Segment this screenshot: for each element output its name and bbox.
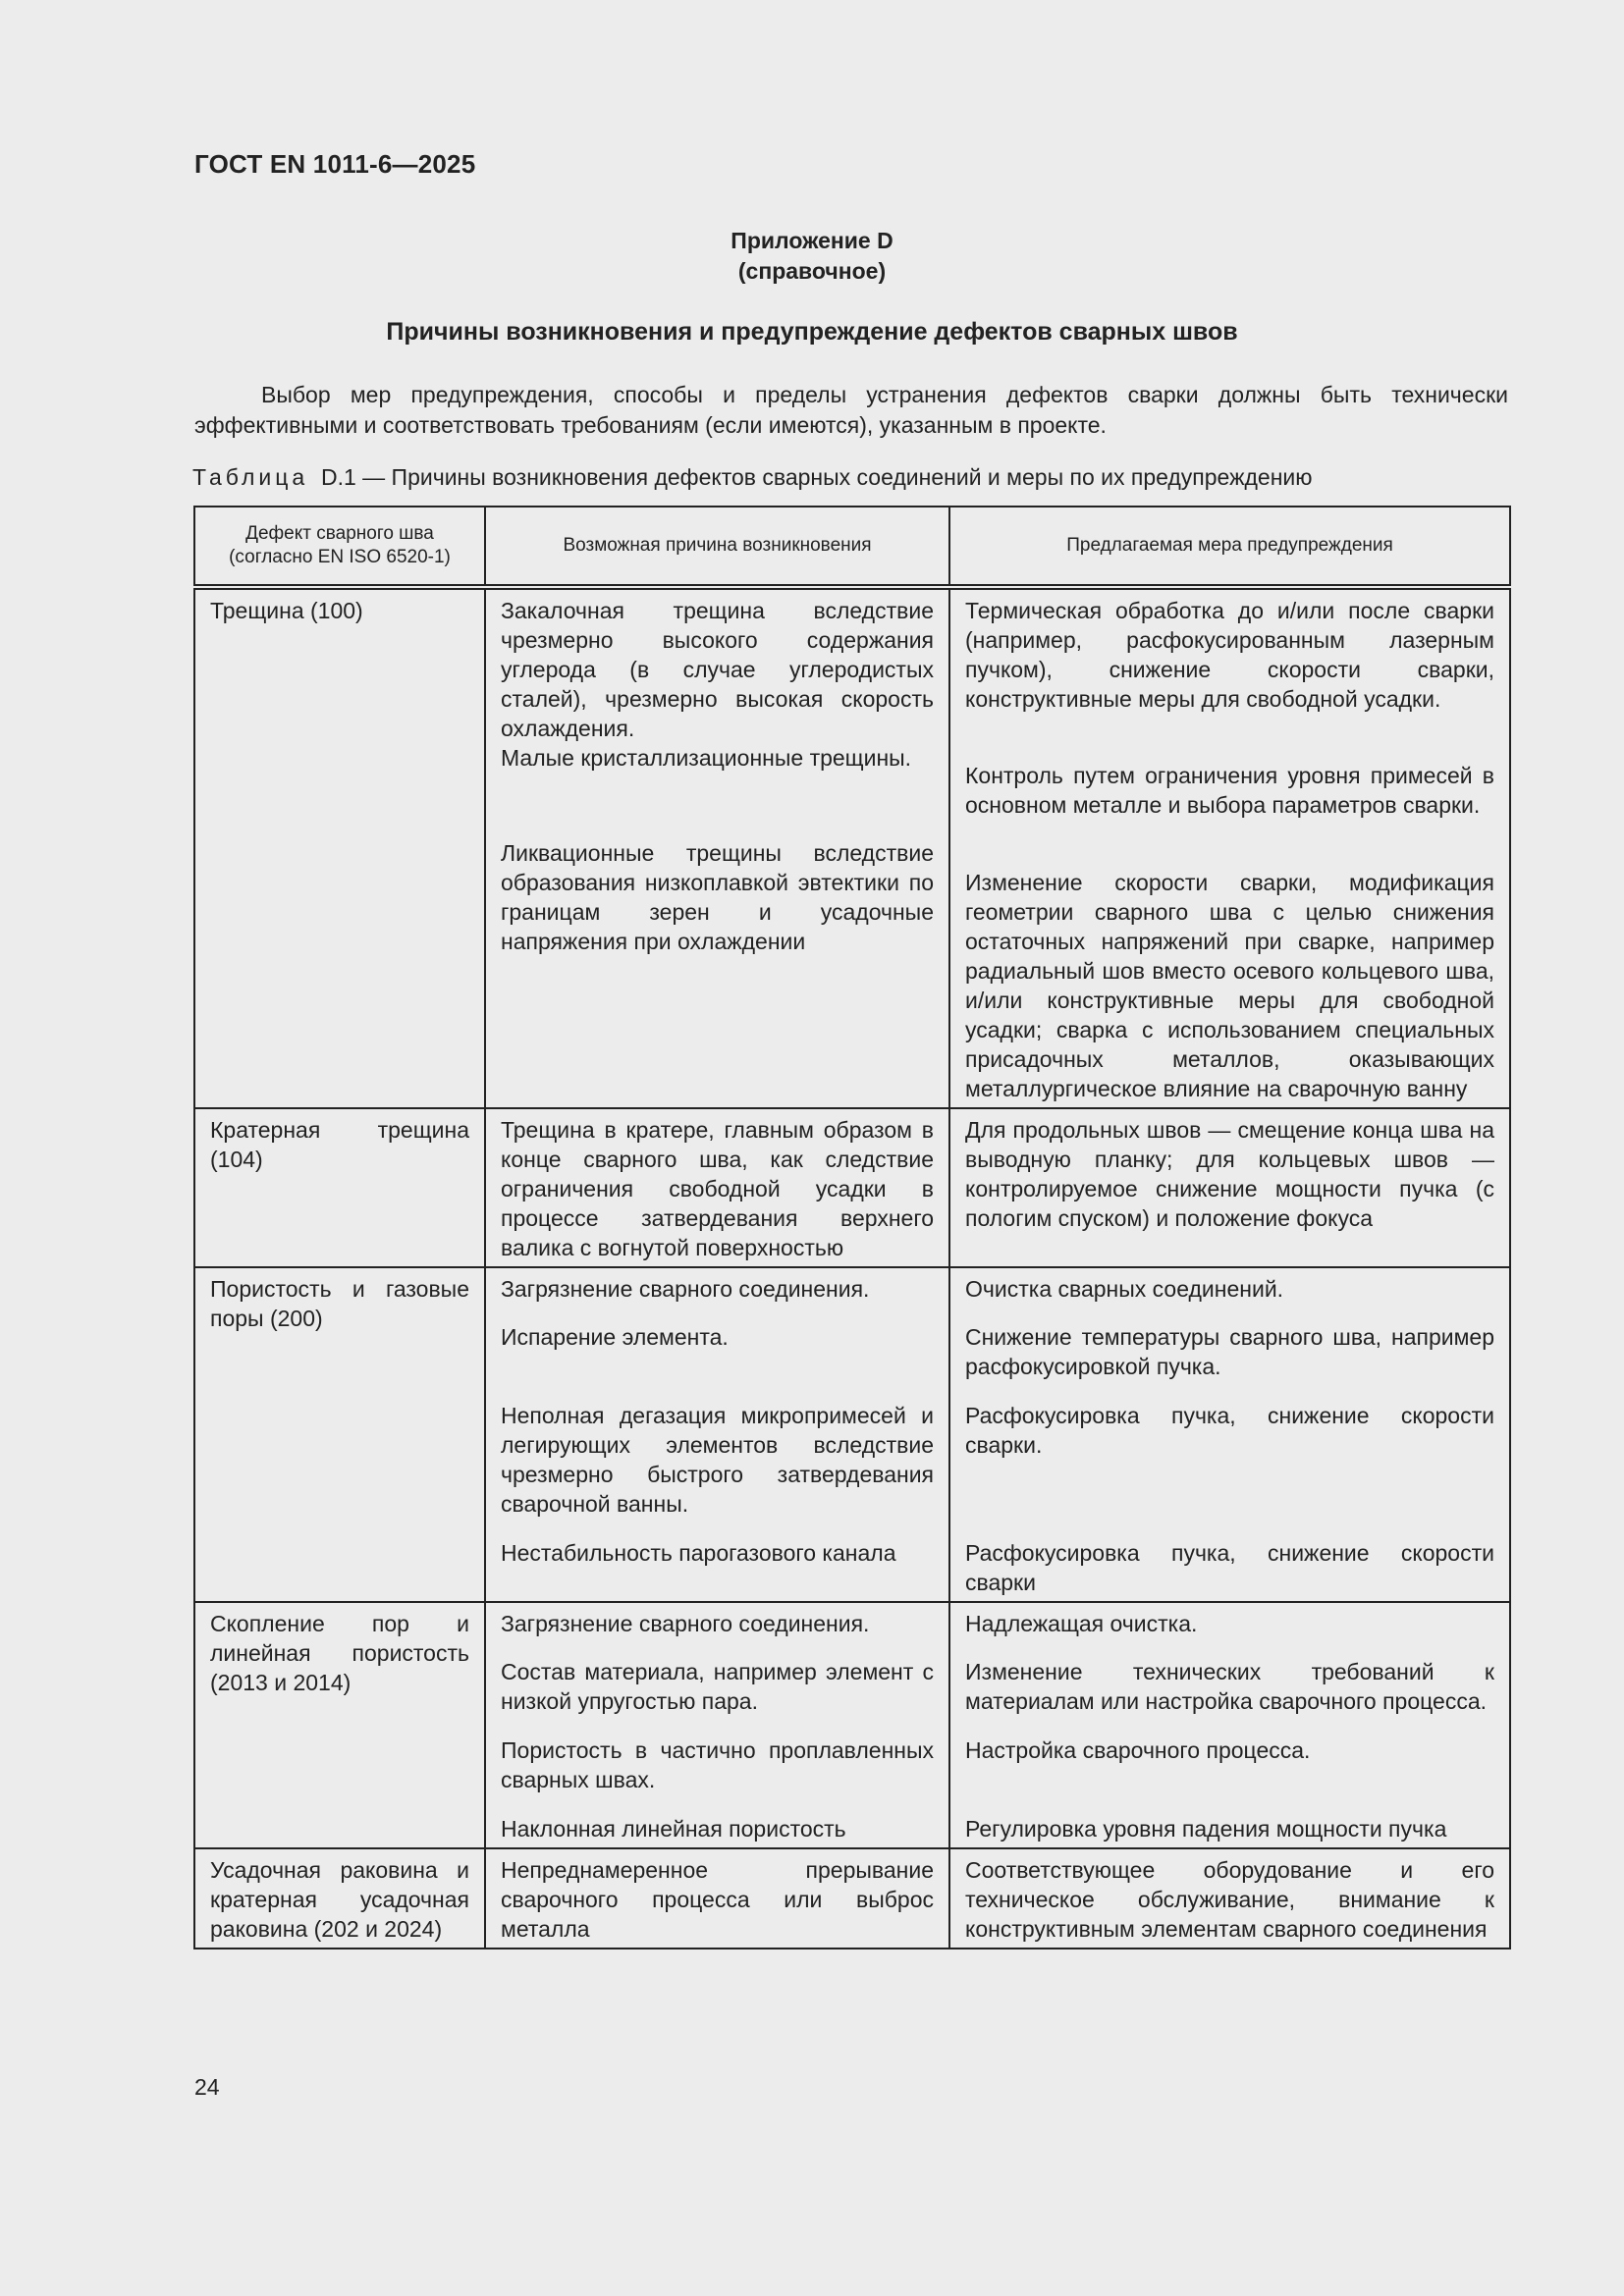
defect-cell [194, 1848, 485, 1949]
measure-cell [949, 587, 1510, 1108]
defect-cell [194, 1108, 485, 1267]
defect-cell [194, 1602, 485, 1848]
column-header-cause: Возможная причина возникновения [485, 507, 949, 587]
cause-item: Состав материала, например элемент с низкой упругостью пара. [501, 1659, 934, 1714]
page-number: 24 [194, 2074, 220, 2100]
measure-item: Очистка сварных соединений. [965, 1276, 1284, 1302]
table-caption [192, 464, 1313, 491]
annex-title: Приложение D [731, 228, 893, 253]
table-header-row [194, 507, 1510, 587]
defects-table [193, 506, 1511, 1949]
defect-cell [194, 1267, 485, 1602]
annex-subtitle: (справочное) [737, 258, 887, 284]
table-caption-text: D.1 — Причины возникновения дефектов сварных соединений и меры по их предупреждению [320, 464, 1313, 490]
table-row [194, 1602, 1510, 1848]
measure-item: Настройка сварочного процесса. [965, 1737, 1311, 1763]
cause-cell [485, 587, 949, 1108]
measure-item: Соответствующее оборудование и его техническое обслуживание, внимание к конструктивным элементам сварного соединения [965, 1857, 1494, 1942]
measure-item: Изменение технических требований к материалам или настройка сварочного процесса. [965, 1659, 1494, 1714]
measure-cell [949, 1848, 1510, 1949]
cause-item: Закалочная трещина вследствие чрезмерно высокого содержания углерода (в случае углеродистых сталей), чрезмерно высокая скорость охлаждения. [501, 598, 934, 741]
measure-item: Контроль путем ограничения уровня примесей в основном металле и выбора параметров сварки. [965, 763, 1494, 818]
cause-cell [485, 1848, 949, 1949]
table-caption-label: Таблица [192, 464, 309, 490]
measure-item: Термическая обработка до и/или после сварки (например, расфокусированным лазерным пучком), снижение скорости сварки, конструктивные меры для свободной усадки. [965, 598, 1494, 712]
measure-cell [949, 1602, 1510, 1848]
cause-item: Трещина в кратере, главным образом в конце сварного шва, как следствие ограничения свободной усадки в процессе затвердевания верхнего валика с вогнутой поверхностью [501, 1117, 934, 1260]
table-row [194, 1267, 1510, 1602]
measure-item: Регулировка уровня падения мощности пучка [965, 1816, 1447, 1842]
cause-cell [485, 1267, 949, 1602]
cause-cell [485, 1602, 949, 1848]
column-header-defect: Дефект сварного шва (согласно EN ISO 6520-1) [194, 507, 485, 587]
cause-item: Нестабильность парогазового канала [501, 1540, 896, 1566]
cause-item: Ликвационные трещины вследствие образования низкоплавкой эвтектики по границам зерен и усадочные напряжения при охлаждении [501, 840, 934, 954]
cause-cell [485, 1108, 949, 1267]
cause-item: Малые кристаллизационные трещины. [501, 745, 912, 771]
defect-name: Трещина (100) [210, 598, 363, 623]
measure-cell [949, 1267, 1510, 1602]
defect-name: Кратерная трещина (104) [210, 1117, 469, 1172]
measure-item: Изменение скорости сварки, модификация геометрии сварного шва с целью снижения остаточных напряжений при сварке, например радиальный шов вместо осевого кольцевого шва, и/или конструктивные меры для свободной усадки; сварка с использованием специальных присадочных металлов, оказывающих металлургическое влияние на сварочную ванну [965, 870, 1494, 1101]
measure-item: Снижение температуры сварного шва, например расфокусировкой пучка. [965, 1324, 1494, 1379]
document-title: Причины возникновения и предупреждение дефектов сварных швов [386, 318, 1238, 346]
measure-cell [949, 1108, 1510, 1267]
defect-name: Усадочная раковина и кратерная усадочная раковина (202 и 2024) [210, 1857, 469, 1942]
measure-item: Расфокусировка пучка, снижение скорости сварки. [965, 1403, 1494, 1458]
cause-item: Загрязнение сварного соединения. [501, 1611, 870, 1636]
cause-item: Пористость в частично проплавленных сварных швах. [501, 1737, 934, 1792]
defect-cell [194, 587, 485, 1108]
table-row [194, 587, 1510, 1108]
table-row [194, 1108, 1510, 1267]
measure-item: Надлежащая очистка. [965, 1611, 1198, 1636]
defect-name: Пористость и газовые поры (200) [210, 1276, 469, 1331]
annex-heading [0, 226, 1624, 287]
cause-item: Неполная дегазация микропримесей и легирующих элементов вследствие чрезмерно быстрого затвердевания сварочной ванны. [501, 1403, 934, 1517]
standard-designation: ГОСТ EN 1011-6—2025 [194, 149, 476, 179]
measure-item: Расфокусировка пучка, снижение скорости сварки [965, 1540, 1494, 1595]
intro-paragraph: Выбор мер предупреждения, способы и пределы устранения дефектов сварки должны быть технически эффективными и соответствовать требованиям (если имеются), указанным в проекте. [194, 382, 1508, 438]
cause-item: Непреднамеренное прерывание сварочного процесса или выброс металла [501, 1857, 934, 1942]
table-row [194, 1848, 1510, 1949]
column-header-measure: Предлагаемая мера предупреждения [949, 507, 1510, 587]
cause-item: Испарение элемента. [501, 1324, 729, 1350]
cause-item: Наклонная линейная пористость [501, 1816, 846, 1842]
defect-name: Скопление пор и линейная пористость (2013 и 2014) [210, 1611, 469, 1695]
measure-item: Для продольных швов — смещение конца шва на выводную планку; для кольцевых швов — контролируемое снижение мощности пучка (с пологим спуском) и положение фокуса [965, 1117, 1494, 1231]
cause-item: Загрязнение сварного соединения. [501, 1276, 870, 1302]
